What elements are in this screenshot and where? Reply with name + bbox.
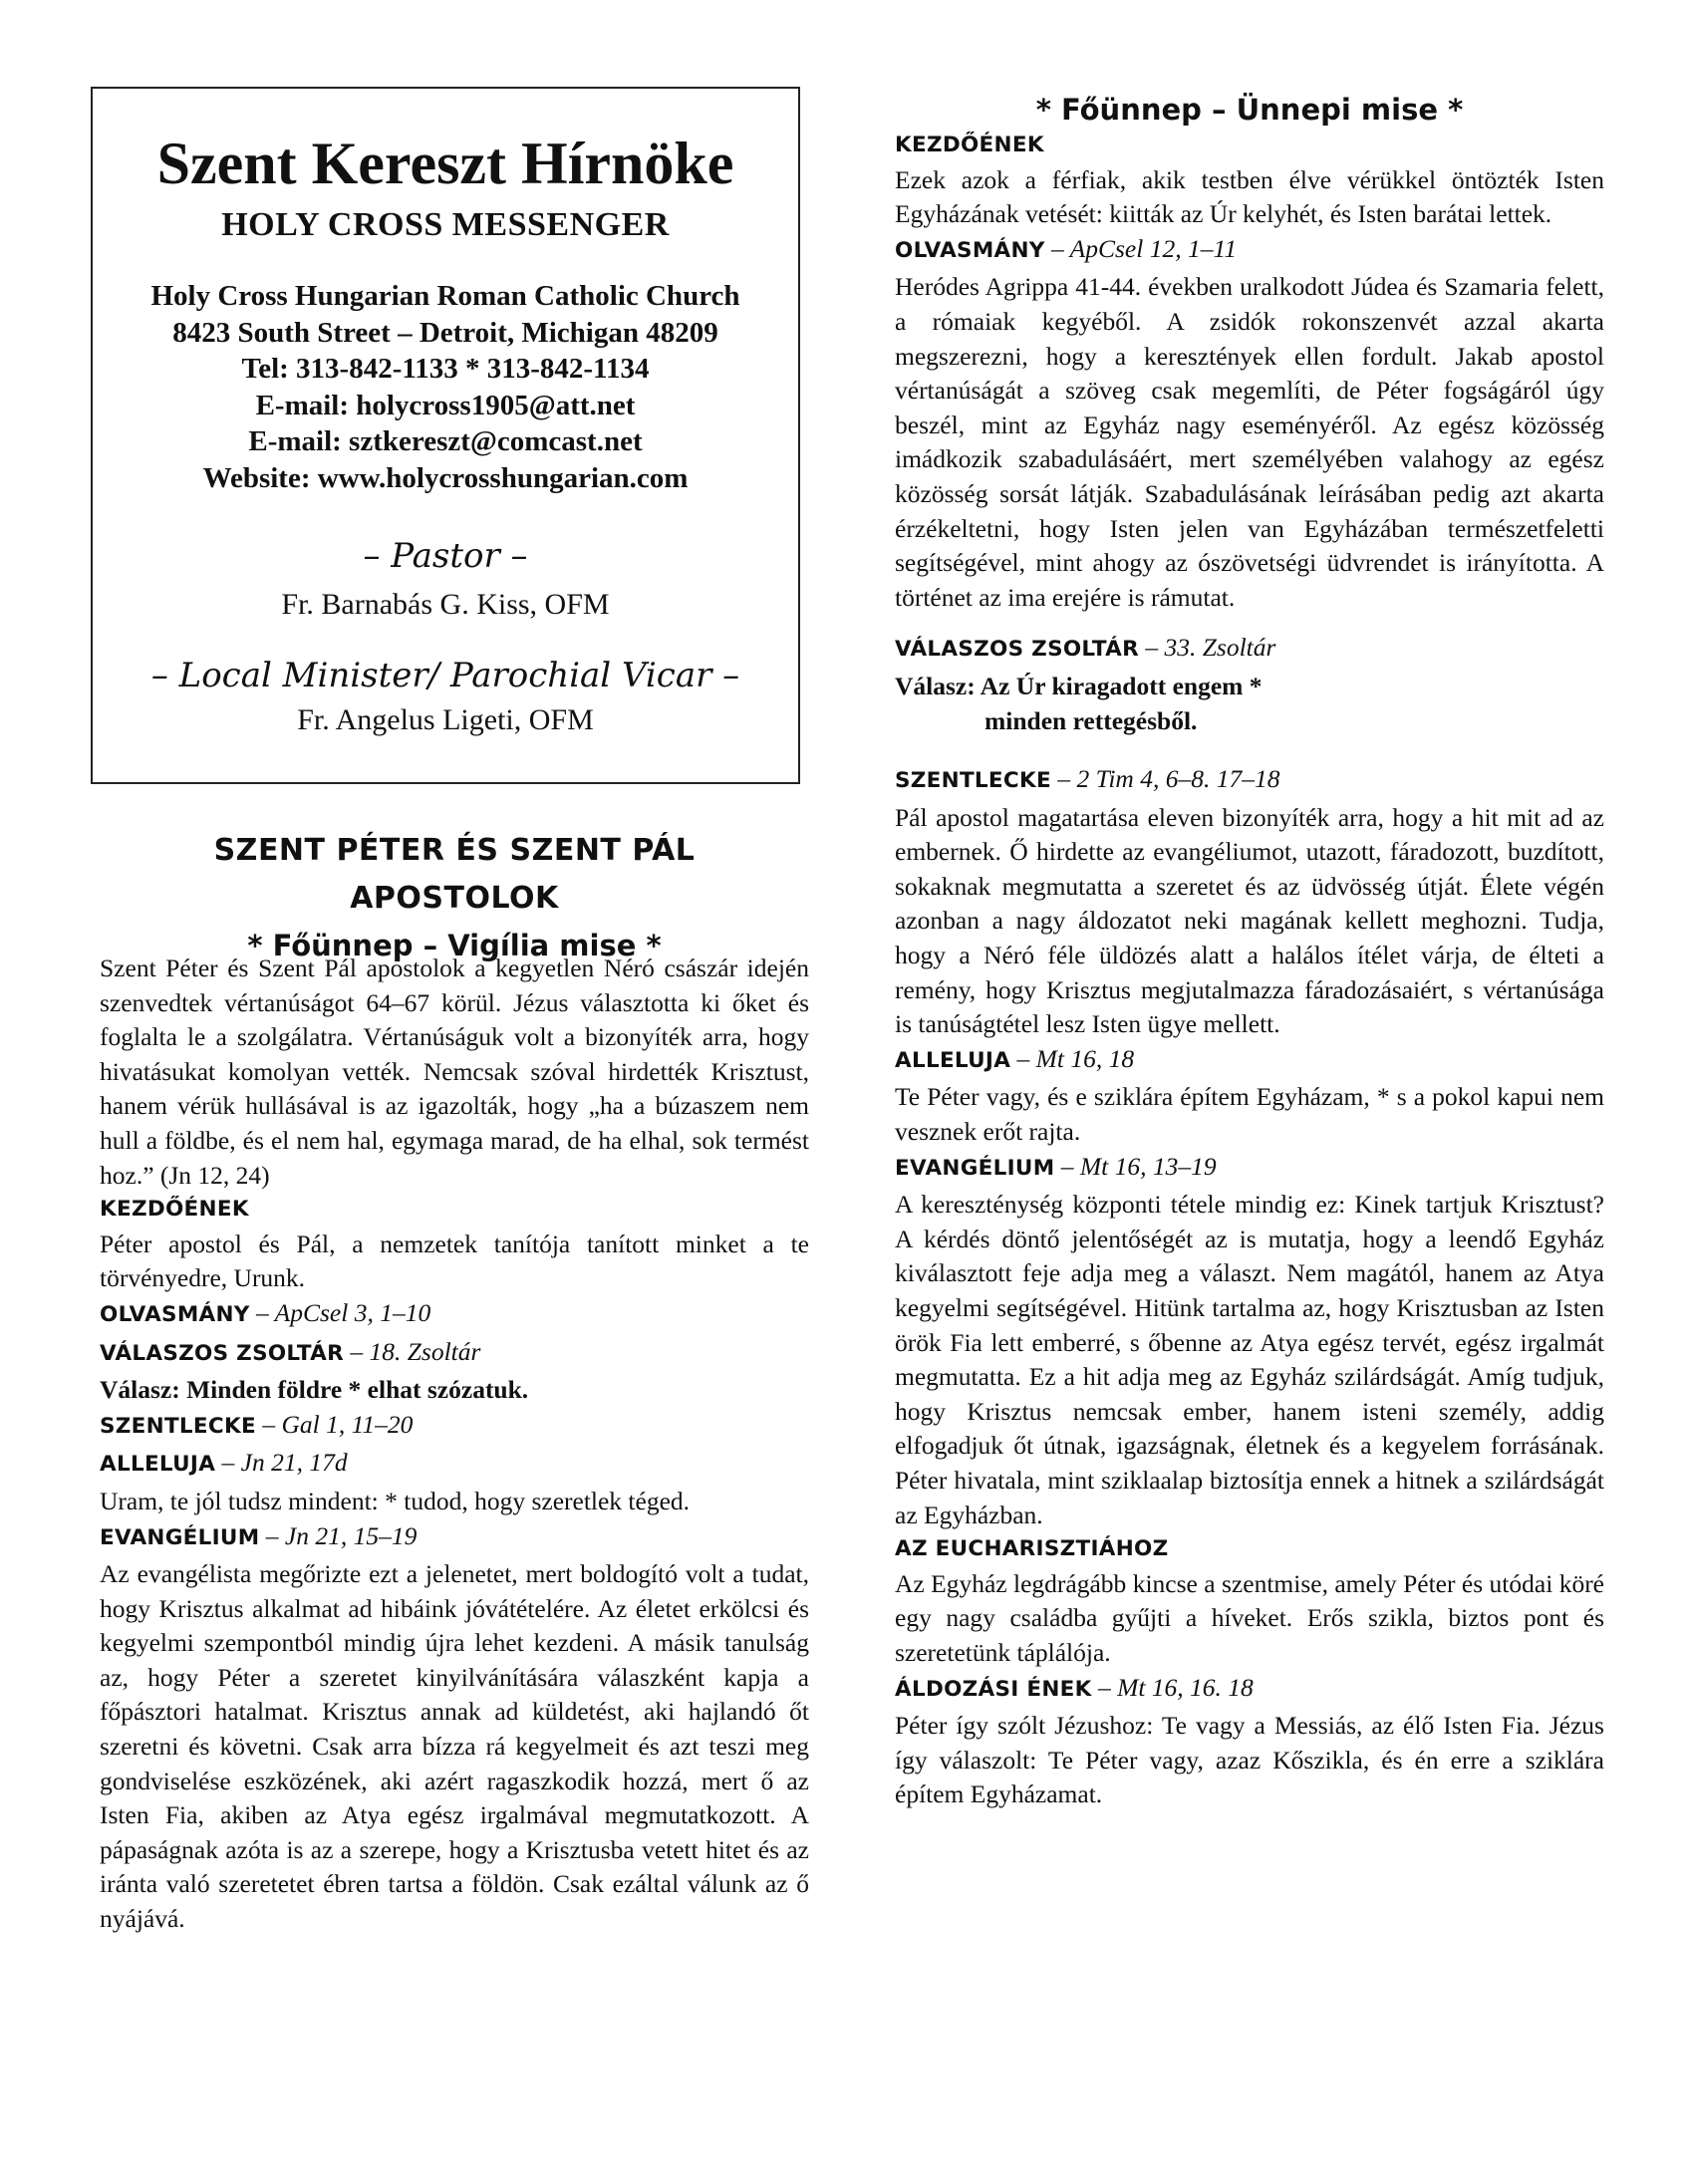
- first-reading-ref: ApCsel 3, 1–10: [274, 1297, 431, 1327]
- psalm-ref: 33. Zsoltár: [1164, 633, 1276, 663]
- gospel-text: Az evangélista megőrizte ezt a jelenetet, mert boldogító volt a tudat, hogy Krisztus alkalmat ad hibáink jóvátételére. Az életet erkölcsi és kegyelmi szempontból mindig újra lehet kezdeni. A másik tanulság az, hogy Péter a szeretet kinyilvánítására válaszként kapja a főpásztori hatalmat. Krisztus annak ad küldetést, aki hajlandó őt szeretni és követni. Csak arra bízza rá kegyelmeit és azt teszi meg gondviselése eszközének, aki azért ragaszkodik hozzá, mert ő az Isten Fia, akiben az Atya egész irgalmával megmutatkozott. A pápaságnak azóta is az a szerepe, hogy a Krisztusba vetett hitet és az iránta való szeretetet ébren tartsa a földön. Csak ezáltal válunk az ő nyájává.: [100, 1559, 809, 1934]
- second-reading-line: SZENTLECKE – Gal 1, 11–20: [100, 1409, 414, 1439]
- psalm-response-line-2: minden rettegésből.: [984, 705, 1198, 735]
- first-reading-label: OLVASMÁNY: [895, 237, 1045, 263]
- alleluia-line: ALLELUJA – Mt 16, 18: [895, 1043, 1135, 1073]
- entrance-antiphon-label: KEZDŐÉNEK: [100, 1197, 249, 1223]
- spacer: [895, 615, 1604, 631]
- gospel-ref: Mt 16, 13–19: [1079, 1151, 1217, 1181]
- communion-ref: Mt 16, 16. 18: [1117, 1672, 1254, 1702]
- spacer: [895, 738, 1604, 762]
- second-reading-ref: Gal 1, 11–20: [281, 1409, 414, 1439]
- church-website: Website: www.holycrosshungarian.com: [202, 461, 689, 494]
- vicar-name: Fr. Angelus Ligeti, OFM: [297, 703, 594, 736]
- gospel-label: EVANGÉLIUM: [895, 1155, 1055, 1181]
- communion-text: Péter így szólt Jézushoz: Te vagy a Messiás, az élő Isten Fia. Jézus így válaszolt: Te Péter vagy, azaz Kőszikla, és én erre a sziklára építem Egyházamat.: [895, 1711, 1604, 1809]
- vigil-mass-subtitle: * Főünnep – Vigília mise *: [247, 929, 662, 962]
- intro-paragraph: Szent Péter és Szent Pál apostolok a kegyetlen Néró császár idején szenvedtek vértanúságot 64–67 körül. Jézus választotta ki őket és foglalta le a szolgálatra. Vértanúságuk volt a bizonyíték arra, hogy hivatásukat komolyan vették. Nemcsak szóval hirdették Krisztust, hanem vérük hullásával is az igazolták, hogy „ha a búzaszem nem hull a földbe, és el nem hal, egymaga marad, de ha elhal, sok termést hoz.” (Jn 12, 24): [100, 954, 809, 1190]
- pastor-name: Fr. Barnabás G. Kiss, OFM: [281, 588, 610, 621]
- psalm-label: VÁLASZOS ZSOLTÁR: [895, 637, 1139, 663]
- first-reading-line: OLVASMÁNY – ApCsel 12, 1–11: [895, 233, 1238, 263]
- church-name: Holy Cross Hungarian Roman Catholic Church: [150, 280, 740, 312]
- gospel-label: EVANGÉLIUM: [100, 1524, 260, 1550]
- second-reading-line: SZENTLECKE – 2 Tim 4, 6–8. 17–18: [895, 764, 1280, 794]
- first-reading-line: OLVASMÁNY – ApCsel 3, 1–10: [100, 1297, 431, 1327]
- gospel-line: EVANGÉLIUM – Jn 21, 15–19: [100, 1520, 418, 1550]
- communion-label: ÁLDOZÁSI ÉNEK: [895, 1676, 1092, 1702]
- first-reading-ref: ApCsel 12, 1–11: [1069, 233, 1238, 263]
- entrance-antiphon-label: KEZDŐÉNEK: [895, 133, 1044, 157]
- feast-title-line-1: SZENT PÉTER ÉS SZENT PÁL: [213, 833, 696, 868]
- second-reading-text: Pál apostol magatartása eleven bizonyíték arra, hogy a hit mit ad az embernek. Ő hirdette az evangéliumot, utazott, fáradozott, buzdított, sokaknak megmutatta a szeretet és az üdvösség útját. Élete végén azonban a nagy áldozatot neki magának kellett meghozni. Tudja, hogy a Néró féle üldözés alatt a halálos ítélet várja, de élteti a remény, hogy Krisztus megjutalmazza fáradozásaiért, s vértanúsága is tanúságtétel lesz Isten ügye mellett.: [895, 802, 1604, 1039]
- psalm-ref: 18. Zsoltár: [369, 1336, 481, 1366]
- church-phone: Tel: 313-842-1133 * 313-842-1134: [241, 353, 650, 385]
- left-article-heading: [100, 827, 809, 968]
- newsletter-subtitle: HOLY CROSS MESSENGER: [221, 206, 670, 243]
- alleluia-line: ALLELUJA – Jn 21, 17d: [100, 1448, 348, 1478]
- psalm-response: Válasz: Minden földre * elhat szózatuk.: [100, 1375, 529, 1405]
- feast-title-line-2: APOSTOLOK: [350, 881, 559, 916]
- second-reading-label: SZENTLECKE: [895, 768, 1051, 794]
- contact-block: [93, 278, 798, 496]
- alleluia-ref: Mt 16, 18: [1035, 1043, 1135, 1073]
- vicar-role: – Local Minister/ Parochial Vicar –: [150, 656, 740, 695]
- psalm-response-line-1: Válasz: Az Úr kiragadott engem *: [895, 671, 1263, 700]
- psalm-label: VÁLASZOS ZSOLTÁR: [100, 1340, 344, 1366]
- right-article-heading: [895, 87, 1604, 133]
- first-reading-label: OLVASMÁNY: [100, 1301, 250, 1327]
- pastor-role: – Pastor –: [363, 536, 528, 576]
- gospel-ref: Jn 21, 15–19: [284, 1520, 418, 1550]
- left-article-body: [100, 952, 809, 1937]
- offertory-text: Az Egyház legdrágább kincse a szentmise, amely Péter és utódai köré egy nagy családba gyűjti a híveket. Erős szikla, biztos pont és szeretetünk táplálója.: [895, 1568, 1604, 1667]
- alleluia-ref: Jn 21, 17d: [240, 1448, 348, 1478]
- gospel-text: A kereszténység központi tétele mindig ez: Kinek tartjuk Krisztust? A kérdés döntő jelentőségét az is mutatja, hogy a leendő Egyház kiválasztott feje adja meg a választ. Nem magától, hanem az Atya kegyelmi segítségével. Hitünk tartalma az, hogy Krisztusban az Isten örök Fia lett emberré, s őbenne az Atya egész tervét, egész irgalmát megmutatta. Ez a hit adja meg az Egyház szilárdságát. Amíg tudjuk, hogy Krisztus nemcsak ember, hanem isteni személy, addig elfogadjuk őt útnak, igazságnak, életnek és a kegyelem forrásának. Péter hivatala, mint sziklaalap biztosítja ennek a hitnek a szilárdságát az Egyházban.: [895, 1190, 1604, 1529]
- alleluia-text: Te Péter vagy, és e sziklára építem Egyházam, * s a pokol kapui nem vesznek erőt rajta.: [895, 1082, 1604, 1147]
- alleluia-label: ALLELUJA: [100, 1452, 216, 1478]
- gospel-line: EVANGÉLIUM – Mt 16, 13–19: [895, 1151, 1217, 1181]
- church-address: 8423 South Street – Detroit, Michigan 48209: [172, 316, 718, 349]
- alleluia-label: ALLELUJA: [895, 1047, 1011, 1073]
- offertory-label: AZ EUCHARISZTIÁHOZ: [895, 1536, 1169, 1562]
- communion-line: ÁLDOZÁSI ÉNEK – Mt 16, 16. 18: [895, 1672, 1254, 1702]
- second-reading-ref: 2 Tim 4, 6–8. 17–18: [1076, 764, 1280, 794]
- entrance-antiphon-text: Péter apostol és Pál, a nemzetek tanítója tanított minket a te törvényedre, Urunk.: [100, 1228, 809, 1293]
- psalm-line: VÁLASZOS ZSOLTÁR – 18. Zsoltár: [100, 1336, 481, 1366]
- newsletter-title: Szent Kereszt Hírnöke: [156, 131, 734, 196]
- first-reading-text: Heródes Agrippa 41-44. években uralkodott Júdea és Szamaria felett, a rómaiak kegyéből. A zsidók rokonszenvét azzal akarta megszerezni, hogy a keresztények ellen fordult. Jakab apostol vértanúságát a szöveg csak megemlíti, de Péter fogságáról úgy beszél, mint az Egyház nagy eseményéről. Az egész közösség imádkozik szabadulásáért, mert személyében valahogy az egész közösség sorsát látják. Szabadulásának leírásában pedig azt akarta érzékeltetni, hogy Isten jelen van Egyházában természetfeletti segítségével, mint ahogy az ószövetségi üdvrendet is irányította. A történet az ima erejére is rámutat.: [895, 272, 1604, 612]
- church-email-1: E-mail: holycross1905@att.net: [255, 389, 636, 421]
- right-article-body: [895, 129, 1604, 1812]
- solemn-mass-subtitle: * Főünnep – Ünnepi mise *: [1035, 93, 1464, 127]
- alleluia-text: Uram, te jól tudsz mindent: * tudod, hogy szeretlek téged.: [100, 1486, 691, 1515]
- second-reading-label: SZENTLECKE: [100, 1413, 256, 1439]
- masthead-box: [91, 87, 800, 784]
- psalm-line: VÁLASZOS ZSOLTÁR – 33. Zsoltár: [895, 633, 1276, 663]
- entrance-antiphon-text: Ezek azok a férfiak, akik testben élve vérükkel öntözték Isten Egyházának vetését: kiitták az Úr kelyhét, és Isten barátai lettek.: [895, 164, 1604, 229]
- church-email-2: E-mail: sztkereszt@comcast.net: [248, 425, 643, 457]
